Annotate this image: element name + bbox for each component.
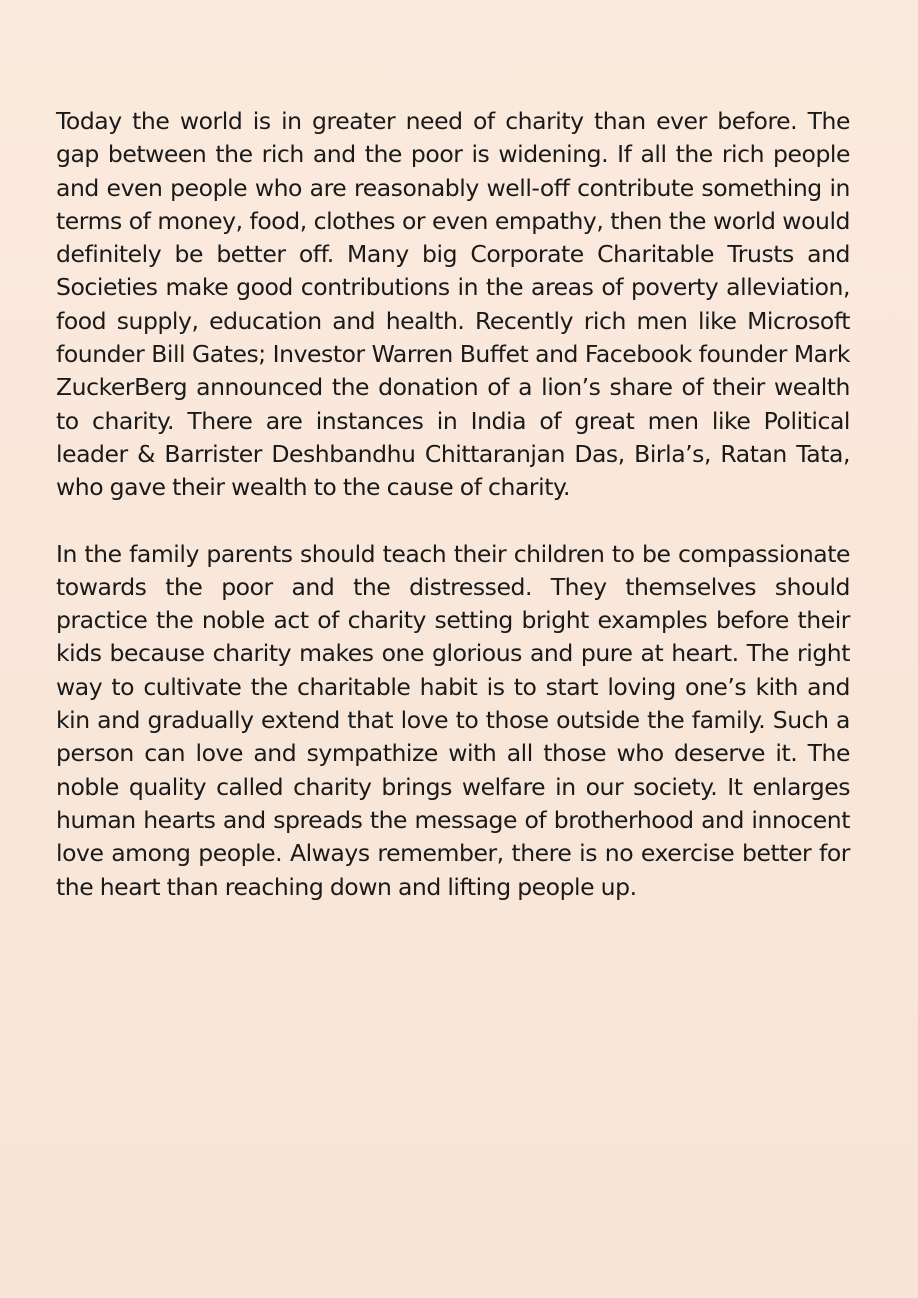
paragraph-charity-need: Today the world is in greater need of charity than ever before. The gap between the rich and the poor is widening. If all the rich people and even people who are reasonably well-off contribute something in terms of money, food, clothes or even empathy, then the world would definitely be better off. Many big Corporate Charitable Trusts and Societies make good contributions in the areas of poverty alleviation, food supply, education and health. Recently rich men like Microsoft founder Bill Gates; Investor Warren Buffet and Facebook founder Mark ZuckerBerg announced the donation of a lion’s share of their wealth to charity. There are instances in India of great men like Political leader & Barrister Deshbandhu Chittaranjan Das, Birla’s, Ratan Tata, who gave their wealth to the cause of charity.: [56, 107, 850, 502]
paragraph-family-charity: In the family parents should teach their children to be compassionate towards the poor and the distressed. They themselves should practice the noble act of charity setting bright examples before their kids because charity makes one glorious and pure at heart. The right way to cultivate the charitable habit is to start loving one’s kith and kin and gradually extend that love to those outside the family. Such a person can love and sympathize with all those who deserve it. The noble quality called charity brings welfare in our society. It enlarges human hearts and spreads the message of brotherhood and innocent love among people. Always remember, there is no exercise better for the heart than reaching down and lifting people up.: [56, 539, 850, 901]
